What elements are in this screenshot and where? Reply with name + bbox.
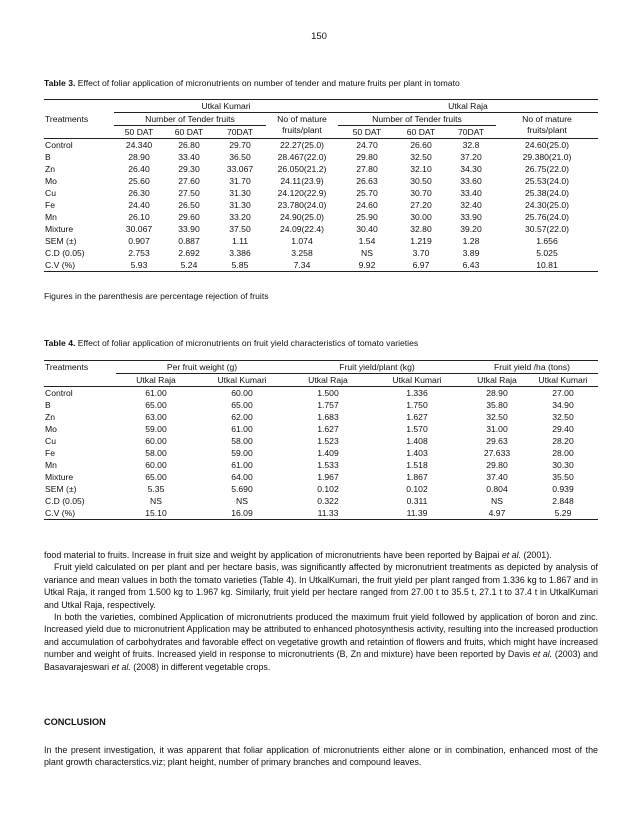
table3-cell: 23.780(24.0): [277, 200, 327, 210]
table4-cell: 65.00: [145, 400, 167, 410]
table3-cell: 0.887: [178, 236, 200, 246]
table3-cell: 26.60: [410, 140, 432, 150]
table3-cell: 26.75(22.0): [525, 164, 569, 174]
table4-cell: 28.90: [486, 388, 508, 398]
table3-group-raja: Utkal Raja: [338, 100, 598, 113]
table3-cell: 33.067: [226, 164, 254, 174]
table4-col-treatments: Treatments: [44, 361, 116, 374]
table4-row-label: C.D (0.05): [45, 496, 85, 506]
table4-row-label: B: [45, 400, 51, 410]
table4-cell: 28.00: [552, 448, 574, 458]
table3-cell: 24.60: [356, 200, 378, 210]
table3-cell: 25.60: [128, 176, 150, 186]
table4-cell: 1.533: [317, 460, 339, 470]
table3-cell: 32.10: [410, 164, 432, 174]
table4-group-weight: Per fruit weight (g): [116, 361, 288, 374]
table3-cell: 29.70: [229, 140, 251, 150]
table3-row: [44, 211, 598, 223]
table3-cell: 25.38(24.0): [525, 188, 569, 198]
table3-cell: 29.80: [356, 152, 378, 162]
table4-cell: 30.30: [552, 460, 574, 470]
table3-note: Figures in the parenthesis are percentage rejection of fruits: [44, 291, 269, 301]
table4-row-label: SEM (±): [45, 484, 77, 494]
table4-sub-raja: Utkal Raja: [116, 374, 196, 387]
table3-cell: 27.80: [356, 164, 378, 174]
table3-row: [44, 163, 598, 175]
table3-cell: 7.34: [266, 259, 338, 272]
body-p3-et-al-2: et al.: [111, 661, 131, 672]
table4-row: [44, 471, 598, 483]
table4-sub-kumari: Utkal Kumari: [196, 374, 288, 387]
table3-row-label: C.D (0.05): [45, 248, 85, 258]
table3-row: [44, 187, 598, 199]
page-number: 150: [311, 31, 327, 42]
table4: [44, 360, 598, 520]
table3-cell: 33.90: [460, 212, 482, 222]
table4-cell: 5.690: [231, 484, 253, 494]
table3-row: [44, 199, 598, 211]
table4-cell: 32.50: [552, 412, 574, 422]
table3-cell: 30.50: [410, 176, 432, 186]
table3-cell: 6.43: [446, 259, 496, 272]
conclusion-heading: CONCLUSION: [44, 717, 106, 727]
table3-cell: 3.386: [229, 248, 251, 258]
table4-cell: 5.35: [147, 484, 165, 494]
table3-cell: 31.30: [229, 188, 251, 198]
table3-cell: 6.97: [396, 259, 446, 272]
table3-col-treatments: Treatments: [45, 114, 89, 124]
table3-row: [44, 235, 598, 247]
table3-mature-raja-2: fruits/plant: [496, 126, 598, 139]
table3-cell: 1.54: [358, 236, 376, 246]
table3-cell: 2.692: [178, 248, 200, 258]
table4-row: [44, 447, 598, 459]
body-p1-b: (2001).: [521, 550, 552, 560]
table3-row: [44, 259, 598, 272]
table4-row-label: Cu: [45, 436, 56, 446]
table4-cell: 1.757: [317, 400, 339, 410]
table3-cell: 9.92: [338, 259, 396, 272]
table3-row-label: SEM (±): [45, 236, 77, 246]
table3-tender-kumari: Number of Tender fruits: [114, 113, 266, 126]
body-paragraph-2: Fruit yield calculated on per plant and per hectare basis, was significantly affected by micronutrient treatments as depicted by analysis of variance and mean values in both the tomato varieties (Table 4). In UtkalKumari, the fruit yield per plant ranged from 1.336 kg to 1.867 and in Utkal Raja, it ranged from 1.500 kg to 1.967 kg. Similarly, fruit yield per hectare ranged from 27.00 t to 35.5 t, 27.1 t to 37.4 t in UtkalKumari and Utkal Raja, respectively.: [44, 562, 598, 610]
table3-cell: 26.63: [356, 176, 378, 186]
table3-cell: 31.30: [229, 200, 251, 210]
table3-row: [44, 151, 598, 163]
table4-cell: 37.40: [486, 472, 508, 482]
table3-group-kumari: Utkal Kumari: [114, 100, 338, 113]
table4-cell: 31.00: [486, 424, 508, 434]
table3-cell: 1.219: [410, 236, 432, 246]
table4-cell: 4.97: [466, 507, 528, 520]
table3-caption-label: Table 3.: [44, 78, 76, 88]
table3-row-label: B: [45, 152, 51, 162]
table3-cell: 24.09(22.4): [280, 224, 324, 234]
table3-row-label: Control: [45, 140, 73, 150]
body-p3-a: In both the varieties, combined Application of micronutrients produced the maximum fruit yield followed by application of boron and zinc. Increased yield due to micronutrient Application may be attributed to enhanced photosynthesis activity, resulting into the increased production and accumulation of carbohydrates and favorable effect on vegetative growth and retaintion of flowers and fruits, which might have increased number and weight of fruits. Increased yield in response to micronutrients (B, Zn and mixture) have been reported by Davis: [44, 612, 598, 660]
table3-day: 50 DAT: [338, 126, 396, 139]
table3-cell: 3.70: [412, 248, 430, 258]
table4-cell: 1.627: [317, 424, 339, 434]
table4-cell: NS: [236, 496, 248, 506]
table4-cell: 1.967: [317, 472, 339, 482]
table3-cell: 36.50: [229, 152, 251, 162]
table3-cell: 25.53(24.0): [525, 176, 569, 186]
table3-cell: 27.20: [410, 200, 432, 210]
table4-row-label: Mixture: [45, 472, 74, 482]
table4-cell: 11.39: [368, 507, 466, 520]
table4-cell: 1.867: [406, 472, 428, 482]
table3-mature-kumari-2: fruits/plant: [266, 126, 338, 139]
table4-cell: 60.00: [145, 436, 167, 446]
table4-cell: 11.33: [288, 507, 368, 520]
table4-cell: 1.627: [406, 412, 428, 422]
table4-sub-raja: Utkal Raja: [288, 374, 368, 387]
table4-cell: 1.408: [406, 436, 428, 446]
table3-row: [44, 247, 598, 259]
table4-cell: 1.518: [406, 460, 428, 470]
body-p3-et-al-1: et al.: [532, 649, 553, 660]
table4-cell: 35.80: [486, 400, 508, 410]
table4-row: [44, 423, 598, 435]
table4-cell: 32.50: [486, 412, 508, 422]
body-paragraph-3: [44, 611, 598, 673]
table4-cell: 61.00: [145, 388, 167, 398]
table3-cell: 30.57(22.0): [525, 224, 569, 234]
table3-cell: 26.10: [128, 212, 150, 222]
table4-row-label: C.V (%): [44, 507, 116, 520]
table4-sub-kumari: Utkal Kumari: [368, 374, 466, 387]
table4-caption-label: Table 4.: [44, 338, 76, 348]
table4-cell: 64.00: [231, 472, 253, 482]
table4-row: [44, 411, 598, 423]
table4-row: [44, 483, 598, 495]
table3-cell: 24.60(25.0): [525, 140, 569, 150]
table3-mature-kumari-1: No of mature: [277, 114, 327, 125]
table3-cell: 39.20: [460, 224, 482, 234]
table3-row-label: Mo: [45, 176, 57, 186]
table3-cell: 22.27(25.0): [280, 140, 324, 150]
table4-group-yield-ha: Fruit yield /ha (tons): [466, 361, 598, 374]
table3: [44, 99, 598, 272]
table3-row-label: Mixture: [45, 224, 74, 234]
table3-caption: [44, 78, 460, 88]
table4-cell: 1.403: [406, 448, 428, 458]
body-p1-a: food material to fruits. Increase in fruit size and weight by application of micronutrients have been reported by Bajpai: [44, 550, 502, 560]
table3-cell: 1.656: [536, 236, 558, 246]
table4-cell: 27.00: [552, 388, 574, 398]
table3-cell: 1.11: [231, 236, 249, 246]
table4-cell: 2.848: [552, 496, 574, 506]
table4-row: [44, 507, 598, 520]
table3-cell: NS: [361, 248, 373, 258]
table3-cell: 26.30: [128, 188, 150, 198]
body-p3-b: (2003) and Basavarajeswari: [44, 649, 598, 672]
body-p1-et-al: et al.: [501, 550, 522, 560]
conclusion-text: In the present investigation, it was apparent that foliar application of micronutrients either alone or in combination, enhanced most of the plant growth characterstics.viz; plant height, number of primary branches and compound leaves.: [44, 745, 598, 768]
table3-cell: 0.907: [128, 236, 150, 246]
table3-cell: 5.93: [114, 259, 164, 272]
table4-row-label: Mo: [45, 424, 57, 434]
table3-cell: 33.60: [460, 176, 482, 186]
table3-cell: 24.120(22.9): [277, 188, 327, 198]
table3-day: 60 DAT: [396, 126, 446, 139]
table4-row-label: Mn: [45, 460, 57, 470]
table4-row: [44, 387, 598, 400]
table4-cell: 0.322: [317, 496, 339, 506]
table4-cell: 0.102: [406, 484, 428, 494]
table3-cell: 31.70: [229, 176, 251, 186]
table4-cell: NS: [491, 496, 503, 506]
table4-cell: 0.311: [406, 496, 428, 506]
table4-cell: 65.00: [231, 400, 253, 410]
table3-day: 70DAT: [446, 126, 496, 139]
table3-cell: 24.40: [128, 200, 150, 210]
table4-cell: 58.00: [145, 448, 167, 458]
table3-cell: 34.30: [460, 164, 482, 174]
table3-cell: 32.80: [410, 224, 432, 234]
table3-cell: 25.90: [356, 212, 378, 222]
table3-cell: 32.50: [410, 152, 432, 162]
table4-row-label: Fe: [45, 448, 56, 458]
table3-cell: 30.70: [410, 188, 432, 198]
table3-row-label: Zn: [45, 164, 56, 174]
table4-cell: 63.00: [145, 412, 167, 422]
table4-cell: 29.40: [552, 424, 574, 434]
table3-cell: 26.40: [128, 164, 150, 174]
table3-cell: 33.40: [178, 152, 200, 162]
table3-cell: 26.50: [178, 200, 200, 210]
table4-row: [44, 435, 598, 447]
table3-cell: 33.20: [229, 212, 251, 222]
table3-cell: 29.380(21.0): [522, 152, 572, 162]
table3-cell: 28.467(22.0): [277, 152, 327, 162]
table4-row-label: Zn: [45, 412, 56, 422]
table4-row: [44, 495, 598, 507]
table4-cell: 58.00: [231, 436, 253, 446]
table4-cell: 29.80: [486, 460, 508, 470]
table3-cell: 2.753: [128, 248, 150, 258]
table4-cell: 1.750: [406, 400, 428, 410]
table4-cell: 16.09: [196, 507, 288, 520]
table3-cell: 30.00: [410, 212, 432, 222]
table3-cell: 37.50: [229, 224, 251, 234]
table4-cell: 1.500: [317, 388, 339, 398]
table3-row-label: Fe: [45, 200, 56, 210]
table3-tender-raja: Number of Tender fruits: [338, 113, 496, 126]
table3-cell: 29.60: [178, 212, 200, 222]
table3-row-label: Mn: [45, 212, 57, 222]
table4-cell: NS: [150, 496, 162, 506]
table4-cell: 5.29: [528, 507, 598, 520]
table3-cell: 37.20: [460, 152, 482, 162]
table3-caption-text: Effect of foliar application of micronutrients on number of tender and mature fruits per plant in tomato: [75, 78, 460, 88]
table3-cell: 5.24: [164, 259, 214, 272]
table3-cell: 5.85: [214, 259, 266, 272]
table4-group-yield-plant: Fruit yield/plant (kg): [288, 361, 466, 374]
table4-cell: 15.10: [116, 507, 196, 520]
table3-cell: 3.89: [462, 248, 480, 258]
table3-cell: 1.28: [462, 236, 480, 246]
table3-cell: 5.025: [536, 248, 558, 258]
table4-cell: 60.00: [231, 388, 253, 398]
table4-cell: 27.633: [483, 448, 511, 458]
table3-cell: 26.050(21.2): [277, 164, 327, 174]
table3-day: 60 DAT: [164, 126, 214, 139]
table4-caption: [44, 338, 418, 348]
table3-cell: 29.30: [178, 164, 200, 174]
table3-row: [44, 175, 598, 187]
table3-day: 50 DAT: [114, 126, 164, 139]
table3-row: [44, 223, 598, 235]
table3-cell: 24.30(25.0): [525, 200, 569, 210]
table4-cell: 0.804: [486, 484, 508, 494]
table4-cell: 61.00: [231, 424, 253, 434]
body-paragraph-1: [44, 549, 598, 561]
table3-cell: 32.40: [460, 200, 482, 210]
table4-sub-raja: Utkal Raja: [466, 374, 528, 387]
table3-cell: 33.40: [460, 188, 482, 198]
table4-row: [44, 459, 598, 471]
table3-cell: 24.340: [125, 140, 153, 150]
table4-caption-text: Effect of foliar application of micronutrients on fruit yield characteristics of tomato varieties: [75, 338, 419, 348]
table3-cell: 30.067: [125, 224, 153, 234]
table3-cell: 28.90: [128, 152, 150, 162]
table3-cell: 1.074: [291, 236, 313, 246]
table4-cell: 61.00: [231, 460, 253, 470]
table3-cell: 32.8: [462, 140, 480, 150]
table4-cell: 0.939: [552, 484, 574, 494]
table4-cell: 65.00: [145, 472, 167, 482]
table4-cell: 29.63: [486, 436, 508, 446]
table4-cell: 60.00: [145, 460, 167, 470]
table4-cell: 62.00: [231, 412, 253, 422]
table3-row: [44, 139, 598, 152]
table3-cell: 25.76(24.0): [525, 212, 569, 222]
table4-row-label: Control: [45, 388, 73, 398]
table4-cell: 1.570: [406, 424, 428, 434]
table3-cell: 24.11(23.9): [280, 176, 324, 186]
table4-cell: 59.00: [145, 424, 167, 434]
body-p3-c: (2008) in different vegetable crops.: [130, 661, 271, 672]
table3-cell: 24.90(25.0): [280, 212, 324, 222]
table4-cell: 1.683: [317, 412, 339, 422]
table3-cell: 25.70: [356, 188, 378, 198]
table3-cell: 27.60: [178, 176, 200, 186]
table3-day: 70DAT: [214, 126, 266, 139]
table4-cell: 1.336: [406, 388, 428, 398]
table3-cell: 26.80: [178, 140, 200, 150]
table4-cell: 0.102: [317, 484, 339, 494]
table3-row-label: Cu: [45, 188, 56, 198]
table4-cell: 34.90: [552, 400, 574, 410]
body-text: [44, 549, 598, 673]
table3-cell: 24.70: [356, 140, 378, 150]
table3-cell: 30.40: [356, 224, 378, 234]
table3-cell: 3.258: [291, 248, 313, 258]
table3-cell: 27.50: [178, 188, 200, 198]
table4-cell: 35.50: [552, 472, 574, 482]
table4-cell: 1.523: [317, 436, 339, 446]
table3-row-label: C.V (%): [44, 259, 114, 272]
table3-cell: 10.81: [496, 259, 598, 272]
table4-cell: 28.20: [552, 436, 574, 446]
table3-mature-raja-1: No of mature: [522, 114, 572, 125]
table4-sub-kumari: Utkal Kumari: [528, 374, 598, 387]
table3-cell: 33.90: [178, 224, 200, 234]
table4-cell: 59.00: [231, 448, 253, 458]
table4-cell: 1.409: [317, 448, 339, 458]
table4-row: [44, 399, 598, 411]
